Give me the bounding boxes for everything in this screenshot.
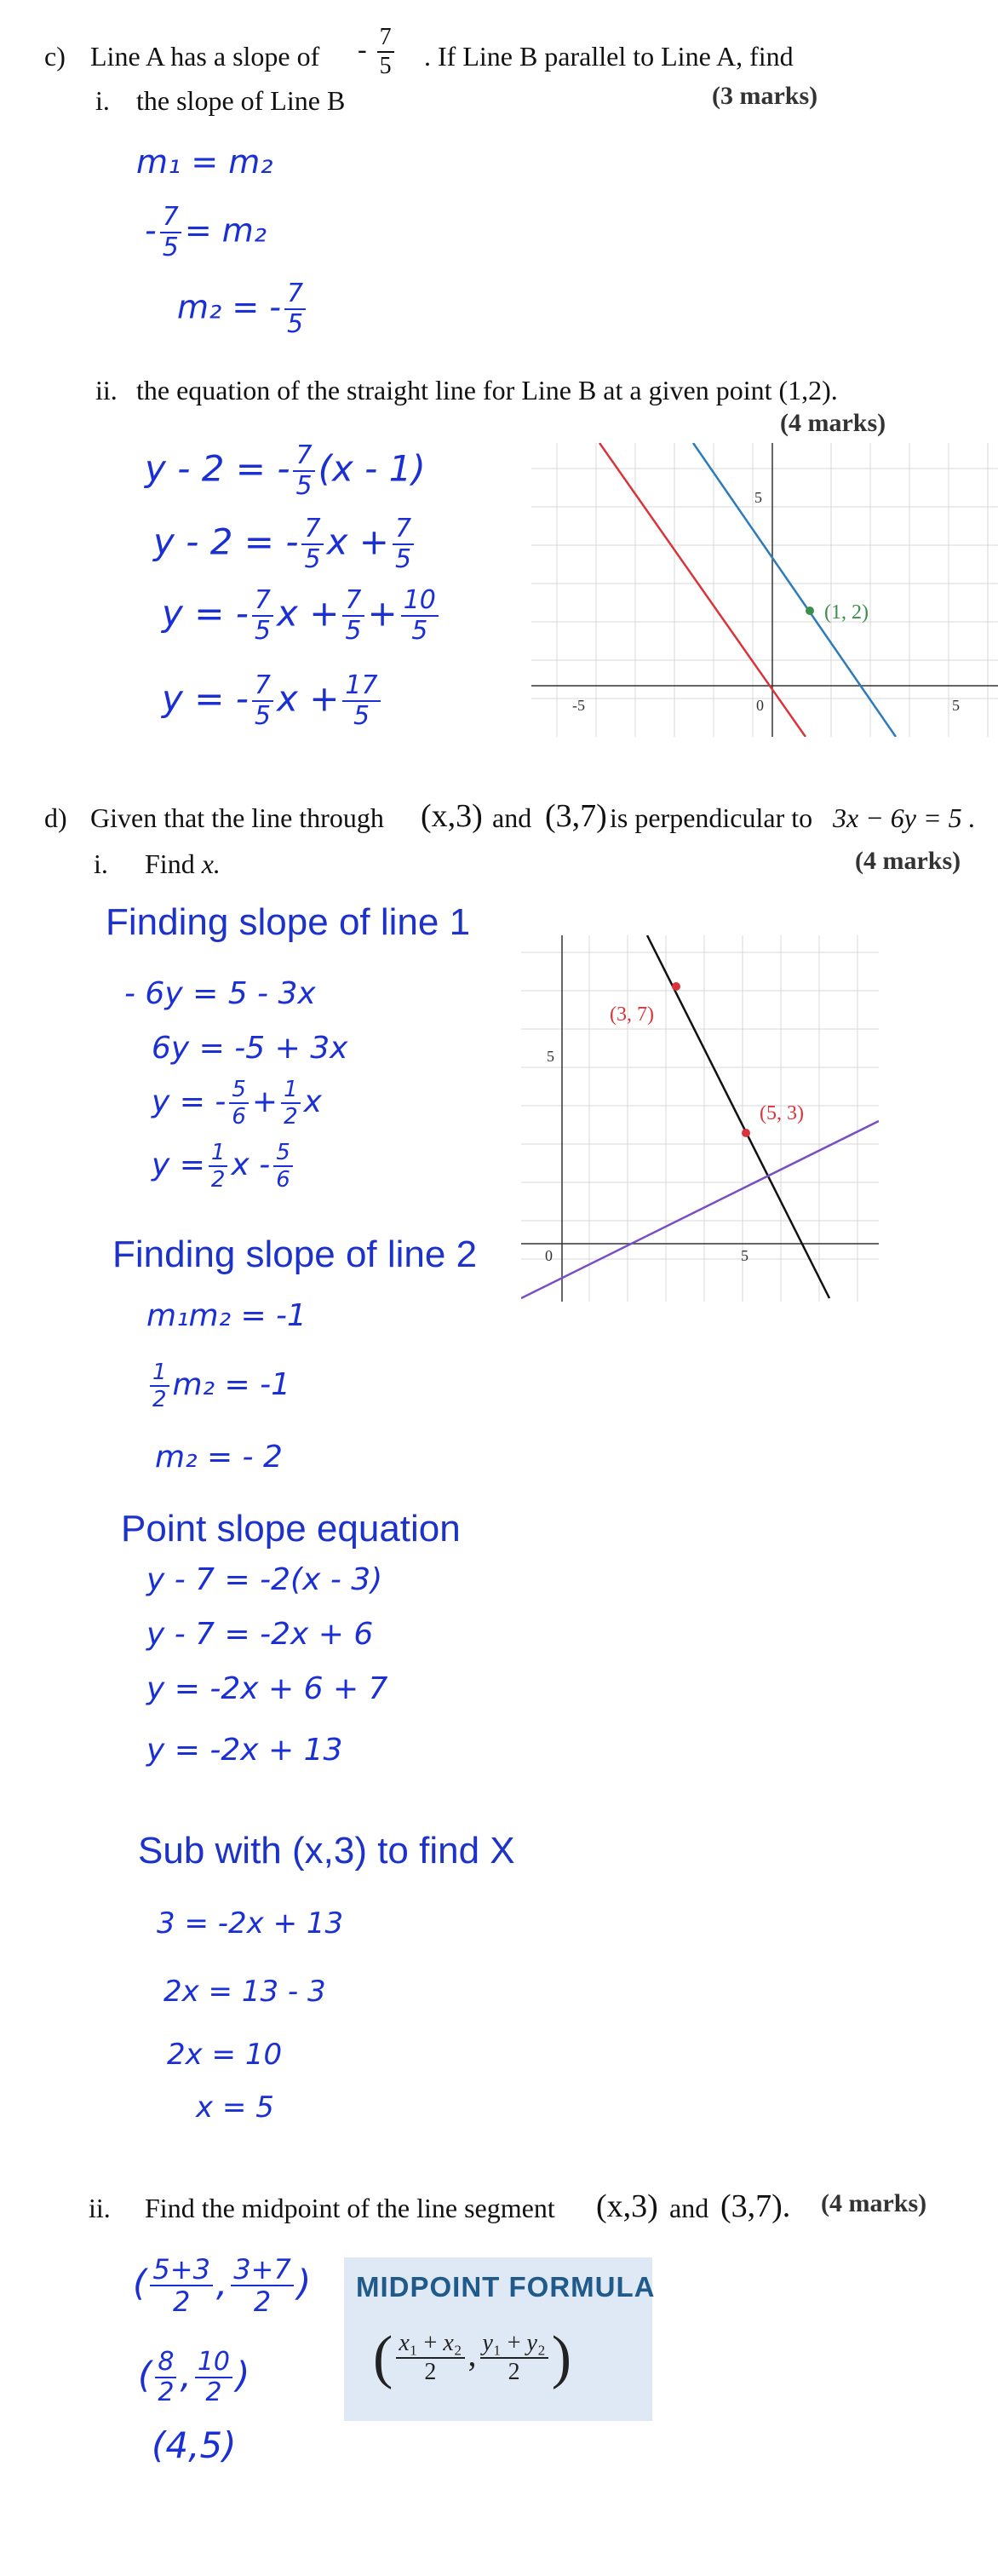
part-d-equation: 3x − 6y = 5 . bbox=[833, 802, 976, 833]
c-ii-label: ii. bbox=[95, 375, 118, 405]
line-a bbox=[599, 443, 806, 737]
part-c-slope bbox=[358, 26, 398, 78]
d-slope1-work-1: - 6y = 5 - 3x bbox=[124, 976, 316, 1011]
line-perpendicular bbox=[521, 1121, 879, 1298]
slope-sign: - bbox=[358, 33, 367, 65]
c-i-work-2: - $\frac{7}{5}$ = m₂ bbox=[145, 202, 267, 262]
c-ii-work-3: y = - $\frac{7}{5}$ x + $\frac{7}{5}$ + $\frac{10}{5}$ bbox=[162, 588, 442, 644]
d-slope2-work-1: m₁m₂ = -1 bbox=[146, 1298, 307, 1333]
heading-slope-line-2: Finding slope of line 2 bbox=[112, 1233, 478, 1275]
d-slope2-work-3: m₂ = - 2 bbox=[155, 1440, 283, 1475]
midpoint-formula-box bbox=[344, 2257, 656, 2421]
d-i-label: i. bbox=[94, 848, 108, 879]
part-d-p2: (3,7) bbox=[545, 798, 607, 834]
midpoint-formula: ( $\frac{\text{x₁ + x₂}}{2}$ , $\frac{\text{y₁ + y₂}}{2}$ ) bbox=[373, 2325, 572, 2390]
d-slope1-work-4: y = $\frac{1}{2}$ x - $\frac{5}{6}$ bbox=[152, 1141, 296, 1191]
d-ii-marks: (4 marks) bbox=[821, 2189, 927, 2217]
d-sub-work-1: 3 = -2x + 13 bbox=[157, 1906, 344, 1941]
point-1-2 bbox=[806, 607, 814, 615]
slope-den: 5 bbox=[379, 53, 392, 79]
d-tick-y5: 5 bbox=[547, 1048, 554, 1065]
c-ii-text: the equation of the straight line for Line B at a given point (1,2). bbox=[136, 375, 838, 405]
c-ii-work-1: y - 2 = - $\frac{7}{5}$ (x - 1) bbox=[145, 440, 426, 501]
point-3-7-label: (3, 7) bbox=[610, 1003, 654, 1026]
c-i-work-1: m₁ = m₂ bbox=[136, 143, 273, 181]
d-i-marks: (4 marks) bbox=[855, 847, 961, 875]
d-ps-work-3: y = -2x + 6 + 7 bbox=[146, 1671, 388, 1706]
d-ii-and: and bbox=[669, 2193, 709, 2223]
mid-work-1: ( $\frac{5+3}{2}$ , $\frac{3+7}{2}$ ) bbox=[133, 2253, 312, 2318]
graph-c bbox=[531, 443, 998, 737]
part-d-p1: (x,3) bbox=[421, 798, 483, 834]
d-ii-text: Find the midpoint of the line segment bbox=[145, 2193, 555, 2223]
part-d-and: and bbox=[492, 802, 532, 833]
d-slope1-work-3: y = - $\frac{5}{6}$ + $\frac{1}{2}$ x bbox=[152, 1077, 322, 1130]
slope-num: 7 bbox=[377, 26, 394, 53]
d-ii-p2: (3,7). bbox=[720, 2188, 791, 2224]
tick-y5: 5 bbox=[754, 489, 762, 506]
heading-slope-line-1: Finding slope of line 1 bbox=[106, 901, 471, 943]
c-i-work-3: m₂ = - $\frac{7}{5}$ bbox=[177, 281, 309, 337]
point-1-2-label: (1, 2) bbox=[824, 601, 869, 624]
tick-zero: 0 bbox=[756, 697, 764, 714]
part-c-stem: Line A has a slope of bbox=[90, 41, 320, 72]
d-slope2-work-2: $\frac{1}{2}$ m₂ = -1 bbox=[146, 1361, 290, 1411]
part-c-stem-after: . If Line B parallel to Line A, find bbox=[424, 41, 794, 72]
d-i-text: Find x. bbox=[145, 848, 221, 879]
c-i-marks: (3 marks) bbox=[712, 82, 818, 110]
c-i-text: the slope of Line B bbox=[136, 85, 346, 116]
graph-d bbox=[521, 935, 879, 1302]
d-sub-work-2: 2x = 13 - 3 bbox=[163, 1975, 326, 2009]
c-i-label: i. bbox=[95, 85, 110, 116]
point-5-3-label: (5, 3) bbox=[760, 1102, 804, 1124]
heading-point-slope: Point slope equation bbox=[121, 1508, 461, 1550]
d-sub-work-3: 2x = 10 bbox=[167, 2038, 283, 2072]
d-tick-pos5: 5 bbox=[741, 1247, 748, 1264]
d-slope1-work-2: 6y = -5 + 3x bbox=[152, 1031, 348, 1066]
part-d-label: d) bbox=[44, 802, 67, 833]
c-ii-marks: (4 marks) bbox=[780, 409, 886, 437]
part-d-stem-after: is perpendicular to bbox=[610, 802, 813, 833]
d-ps-work-1: y - 7 = -2(x - 3) bbox=[146, 1562, 383, 1597]
tick-pos5: 5 bbox=[952, 697, 960, 714]
part-d-stem: Given that the line through bbox=[90, 802, 384, 833]
tick-neg5: -5 bbox=[572, 697, 585, 714]
heading-sub-find-x: Sub with (x,3) to find X bbox=[138, 1830, 515, 1872]
point-5-3 bbox=[742, 1129, 750, 1137]
d-ii-label: ii. bbox=[89, 2193, 111, 2223]
part-c-label: c) bbox=[44, 41, 66, 72]
mid-work-3: (4,5) bbox=[152, 2424, 237, 2466]
d-ps-work-4: y = -2x + 13 bbox=[146, 1733, 343, 1768]
c-ii-work-4: y = - $\frac{7}{5}$ x + $\frac{17}{5}$ bbox=[162, 673, 384, 729]
mid-work-2: ( $\frac{8}{2}$ , $\frac{10}{2}$ ) bbox=[138, 2347, 250, 2407]
d-ps-work-2: y - 7 = -2x + 6 bbox=[146, 1617, 374, 1652]
c-ii-work-2: y - 2 = - $\frac{7}{5}$ x + $\frac{7}{5}$ bbox=[153, 516, 417, 572]
d-ii-p1: (x,3) bbox=[596, 2188, 658, 2224]
d-tick-zero: 0 bbox=[545, 1247, 553, 1264]
line-b bbox=[693, 443, 896, 737]
midpoint-formula-title: MIDPOINT FORMULA bbox=[356, 2271, 656, 2303]
point-3-7 bbox=[672, 982, 680, 991]
d-sub-work-4: x = 5 bbox=[196, 2090, 274, 2125]
